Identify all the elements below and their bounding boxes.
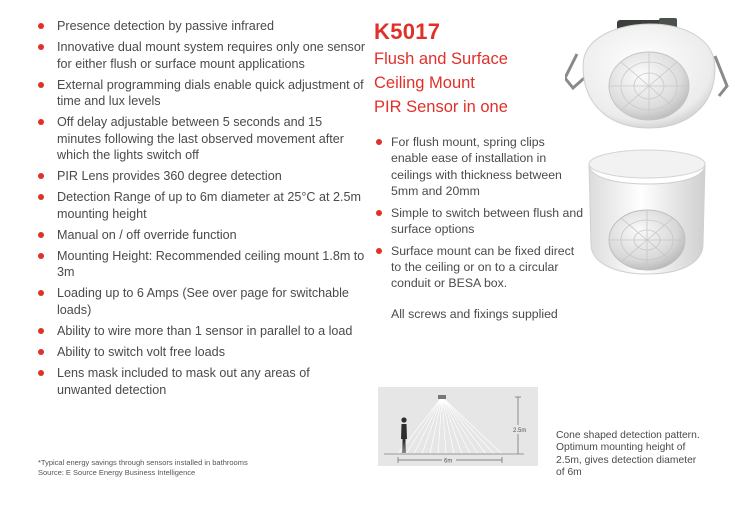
subtitle-line: Ceiling Mount — [374, 74, 475, 92]
feature-item: Detection Range of up to 6m diameter at 25°C at 2.5m mounting height — [36, 189, 366, 222]
product-subtitle — [374, 47, 508, 119]
diagram-caption: Cone shaped detection pattern. Optimum mounting height of 2.5m, gives detection diameter of 6m — [556, 430, 700, 479]
height-label: 2.5m — [513, 428, 527, 434]
flush-sensor-image — [565, 16, 735, 136]
mount-list — [374, 134, 584, 297]
feature-item: Mounting Height: Recommended ceiling mount 1.8m to 3m — [36, 248, 366, 281]
bullet-icon — [38, 349, 44, 355]
bullet-icon — [38, 82, 44, 88]
feature-item: Lens mask included to mask out any areas of unwanted detection — [36, 365, 366, 398]
bullet-icon — [38, 194, 44, 200]
footnote-line: *Typical energy savings through sensors installed in bathrooms — [38, 458, 248, 467]
feature-item: PIR Lens provides 360 degree detection — [36, 168, 366, 185]
bullet-icon — [38, 23, 44, 29]
width-label: 6m — [444, 458, 453, 465]
subtitle-line: PIR Sensor in one — [374, 98, 508, 116]
subtitle-line: Flush and Surface — [374, 50, 508, 68]
bullet-icon — [38, 253, 44, 259]
bullet-icon — [376, 210, 382, 216]
bullet-icon — [376, 139, 382, 145]
feature-list — [36, 18, 366, 403]
feature-item: Manual on / off override function — [36, 227, 366, 244]
product-code: K5017 — [374, 19, 441, 44]
feature-item: Loading up to 6 Amps (See over page for switchable loads) — [36, 285, 366, 318]
mount-item: Surface mount can be fixed direct to the ceiling or on to a circular conduit or BESA box. — [374, 243, 584, 292]
feature-item: Off delay adjustable between 5 seconds and 15 minutes following the last observed movement after which the lights switch off — [36, 114, 366, 164]
bullet-icon — [38, 119, 44, 125]
supplied-note: All screws and fixings supplied — [391, 307, 558, 321]
bullet-icon — [38, 173, 44, 179]
bullet-icon — [38, 232, 44, 238]
feature-item: Ability to wire more than 1 sensor in parallel to a load — [36, 323, 366, 340]
mount-item: For flush mount, spring clips enable ease of installation in ceilings with thickness between 5mm and 20mm — [374, 134, 584, 199]
bullet-icon — [38, 290, 44, 296]
bullet-icon — [38, 44, 44, 50]
footnote — [38, 458, 248, 478]
feature-item: Presence detection by passive infrared — [36, 18, 366, 35]
feature-item: External programming dials enable quick adjustment of time and lux levels — [36, 77, 366, 110]
mount-item: Simple to switch between flush and surface options — [374, 205, 584, 238]
bullet-icon — [38, 328, 44, 334]
bullet-icon — [376, 248, 382, 254]
feature-item: Innovative dual mount system requires only one sensor for either flush or surface mount applications — [36, 39, 366, 72]
detection-diagram — [378, 387, 538, 466]
detection-cone-image — [378, 387, 538, 466]
surface-sensor-image — [583, 148, 713, 278]
bullet-icon — [38, 370, 44, 376]
feature-item: Ability to switch volt free loads — [36, 344, 366, 361]
footnote-line: Source: E Source Energy Business Intelligence — [38, 468, 196, 477]
